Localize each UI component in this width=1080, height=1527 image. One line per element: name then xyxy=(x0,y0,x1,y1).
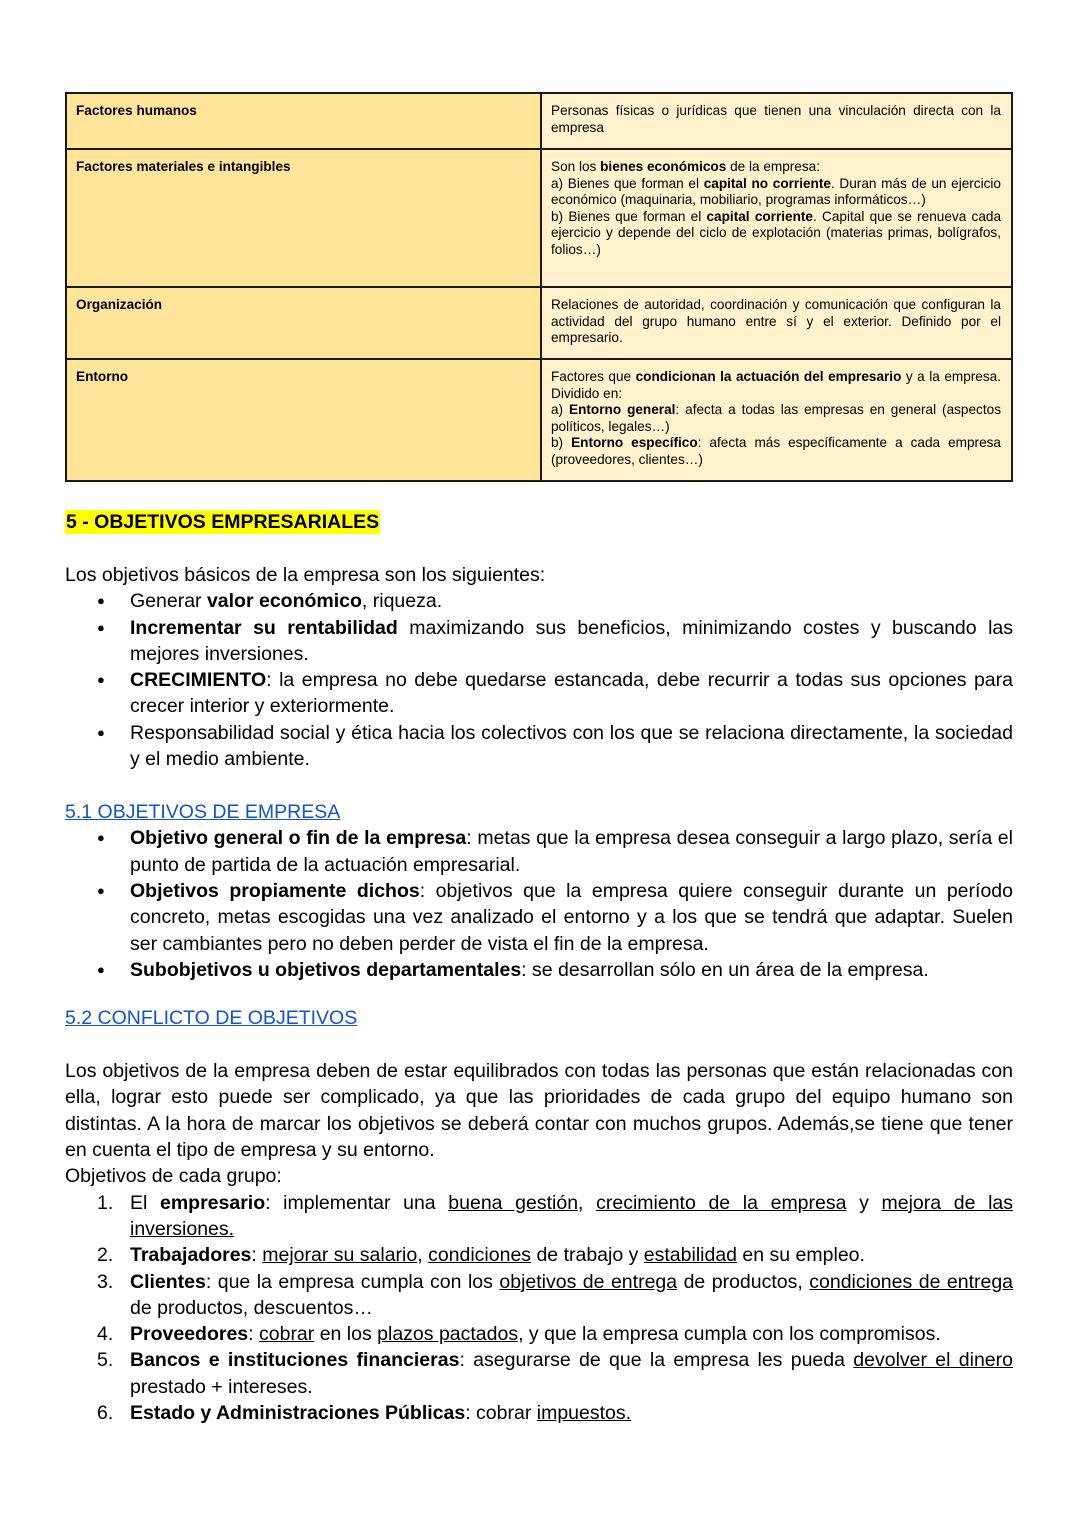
list-item xyxy=(97,1400,1013,1426)
list-item xyxy=(97,1242,1013,1268)
item-number: 6. xyxy=(97,1402,114,1425)
table-row xyxy=(66,149,1012,287)
text: El xyxy=(130,1191,160,1214)
list-item xyxy=(97,1269,1014,1322)
text: y a la empresa. Dividido en: xyxy=(551,369,1001,401)
term-cell: Organización xyxy=(66,287,541,359)
text: : xyxy=(251,1244,263,1267)
underlined-text: condiciones xyxy=(428,1244,532,1267)
bold-text: Entorno específico xyxy=(571,435,698,451)
text: en su empleo. xyxy=(737,1244,865,1267)
subheading-link[interactable]: 5.2 CONFLICTO DE OBJETIVOS xyxy=(65,1007,358,1030)
text: de productos, descuentos… xyxy=(130,1296,373,1319)
term-cell: Entorno xyxy=(66,359,541,481)
text: a) xyxy=(551,402,570,418)
list-item xyxy=(130,957,1013,983)
conflict-paragraph: Los objetivos de la empresa deben de estar equilibrados con todas las personas que están relacionadas con ella, lograr esto puede ser complicado, ya que las prioridades de cada grupo del equipo humano son distintas. A la hora de marcar los objetivos se deberá contar con muchos grupos. Además,se tiene que tener en cuenta el tipo de empresa y su entorno. xyxy=(65,1060,1013,1162)
list-item xyxy=(130,825,1013,878)
text: a) Bienes que forman el xyxy=(551,175,704,191)
underlined-text: buena gestión xyxy=(448,1191,579,1214)
item-number: 1. xyxy=(97,1191,114,1214)
underlined-text: mejorar su salario xyxy=(262,1244,418,1267)
list-item xyxy=(130,878,1013,957)
text: en los xyxy=(314,1323,378,1346)
desc-cell: Relaciones de autoridad, coordinación y comunicación que configuran la actividad del grupo humano entre sí y el exterior. Definido por el empresario. xyxy=(541,287,1012,359)
desc-cell xyxy=(541,93,1012,149)
text: , riqueza. xyxy=(361,590,443,613)
text: : afecta a todas las empresas en general (aspectos políticos, legales…) xyxy=(551,402,1001,434)
text: de la empresa: xyxy=(726,159,820,174)
item-number: 3. xyxy=(97,1270,114,1293)
desc-text: Personas físicas o jurídicas que tienen una vinculación directa con la empresa xyxy=(551,103,1001,135)
table-row xyxy=(66,287,1012,359)
text: , xyxy=(417,1244,429,1267)
desc-line xyxy=(551,176,1001,209)
bold-text: capital no corriente xyxy=(703,175,831,191)
underlined-text: objetivos de entrega xyxy=(499,1270,678,1293)
bold-text: Proveedores xyxy=(130,1323,249,1346)
bold-text: condicionan la actuación del empresario xyxy=(635,369,902,384)
text: : objetivos que la empresa quiere conseguir durante un período concreto, metas escogidas una vez analizado el entorno y a los que se tendrá que adaptar. Suelen ser cambiantes pero no deben perder de vista el fin de la empresa. xyxy=(130,879,1013,955)
bold-text: valor económico xyxy=(206,590,362,613)
text: : se desarrollan sólo en un área de la empresa. xyxy=(521,958,929,981)
desc-line xyxy=(551,435,1001,468)
text: , xyxy=(578,1191,597,1214)
underlined-text: devolver el dinero xyxy=(853,1349,1013,1372)
text: : asegurarse de que la empresa les pueda xyxy=(459,1349,854,1372)
bold-text: Objetivo general o fin de la empresa xyxy=(130,827,467,850)
text: Generar xyxy=(130,590,207,613)
table-row xyxy=(66,359,1012,481)
text: . Duran más de un ejercicio económico (maquinaria, mobiliario, programas informáticos…) xyxy=(551,175,1001,208)
desc-line xyxy=(551,159,1001,176)
text: y xyxy=(846,1191,882,1214)
text: prestado + intereses. xyxy=(130,1375,313,1398)
bold-text: empresario xyxy=(159,1191,266,1214)
text: : cobrar xyxy=(465,1402,537,1425)
list-item xyxy=(97,1321,1013,1347)
term-cell: Factores materiales e intangibles xyxy=(66,149,541,287)
text: : que la empresa cumpla con los xyxy=(205,1270,500,1293)
bold-text: Trabajadores xyxy=(130,1244,252,1267)
text: Son los xyxy=(551,159,601,174)
underlined-text: crecimiento de la empresa xyxy=(596,1191,847,1214)
item-number: 2. xyxy=(97,1244,114,1267)
groups-label: Objetivos de cada grupo: xyxy=(65,1165,282,1188)
underlined-text: estabilidad xyxy=(643,1244,738,1267)
underlined-text: mejora de las inversiones. xyxy=(130,1191,1013,1240)
bold-text: CRECIMIENTO xyxy=(130,669,267,692)
term-cell: Factores humanos xyxy=(66,93,541,149)
bold-text: Clientes xyxy=(130,1270,206,1293)
list-item xyxy=(130,588,1013,614)
text: b) xyxy=(551,435,572,451)
list-item xyxy=(97,1190,1013,1243)
desc-line xyxy=(551,209,1001,259)
groups-list xyxy=(65,1190,1013,1427)
text: : xyxy=(248,1323,259,1346)
bold-text: Bancos e instituciones financieras xyxy=(130,1349,460,1372)
table-row xyxy=(66,93,1012,149)
desc-cell xyxy=(541,149,1012,287)
section-heading: 5 - OBJETIVOS EMPRESARIALES xyxy=(66,511,380,533)
company-objectives-list xyxy=(65,825,1013,983)
list-item xyxy=(130,720,1013,773)
bold-text: Subobjetivos u objetivos departamentales xyxy=(130,958,522,981)
list-item xyxy=(130,615,1013,668)
text: : implementar una xyxy=(265,1191,449,1214)
bold-text: capital corriente xyxy=(706,208,813,224)
document-page xyxy=(65,92,1013,1426)
underlined-text: condiciones de entrega xyxy=(809,1270,1014,1293)
objectives-list xyxy=(65,588,1013,772)
text: b) Bienes que forman el xyxy=(551,208,707,224)
bold-text: Estado y Administraciones Públicas xyxy=(130,1402,466,1425)
bold-text: Objetivos propiamente dichos xyxy=(130,879,420,902)
bold-text: Entorno general xyxy=(569,402,676,418)
text: , y que la empresa cumpla con los compromisos. xyxy=(518,1323,941,1346)
intro-text: Los objetivos básicos de la empresa son los siguientes: xyxy=(65,564,546,586)
subheading-link[interactable]: 5.1 OBJETIVOS DE EMPRESA xyxy=(65,801,341,824)
text: Responsabilidad social y ética hacia los colectivos con los que se relaciona directamente, la sociedad y el medio ambiente. xyxy=(130,721,1013,771)
bold-text: Incrementar su rentabilidad xyxy=(130,616,398,639)
text: . Capital que se renueva cada ejercicio y depende del ciclo de explotación (materias primas, bolígrafos, folios…) xyxy=(551,208,1002,257)
text: : la empresa no debe quedarse estancada, debe recurrir a todas sus opciones para crecer interior y exteriormente. xyxy=(130,669,1013,718)
factors-table xyxy=(65,92,1013,482)
text: : metas que la empresa desea conseguir a largo plazo, sería el punto de partida de la actuación empresarial. xyxy=(130,827,1013,876)
desc-line xyxy=(551,369,1001,402)
text: : afecta más específicamente a cada empresa (proveedores, clientes…) xyxy=(551,435,1001,467)
desc-line xyxy=(551,402,1001,435)
text: Factores que xyxy=(551,369,636,384)
underlined-text: cobrar xyxy=(259,1323,315,1346)
item-number: 4. xyxy=(97,1323,114,1346)
item-number: 5. xyxy=(97,1349,114,1372)
list-item xyxy=(97,1347,1013,1400)
text: de productos, xyxy=(677,1270,810,1293)
bold-text: bienes económicos xyxy=(600,159,727,174)
underlined-text: impuestos. xyxy=(536,1402,632,1425)
desc-cell xyxy=(541,359,1012,481)
text: maximizando sus beneficios, minimizando costes y buscando las mejores inversiones. xyxy=(130,616,1013,665)
text: de trabajo y xyxy=(531,1244,644,1267)
underlined-text: plazos pactados xyxy=(377,1323,519,1346)
list-item xyxy=(130,667,1013,720)
